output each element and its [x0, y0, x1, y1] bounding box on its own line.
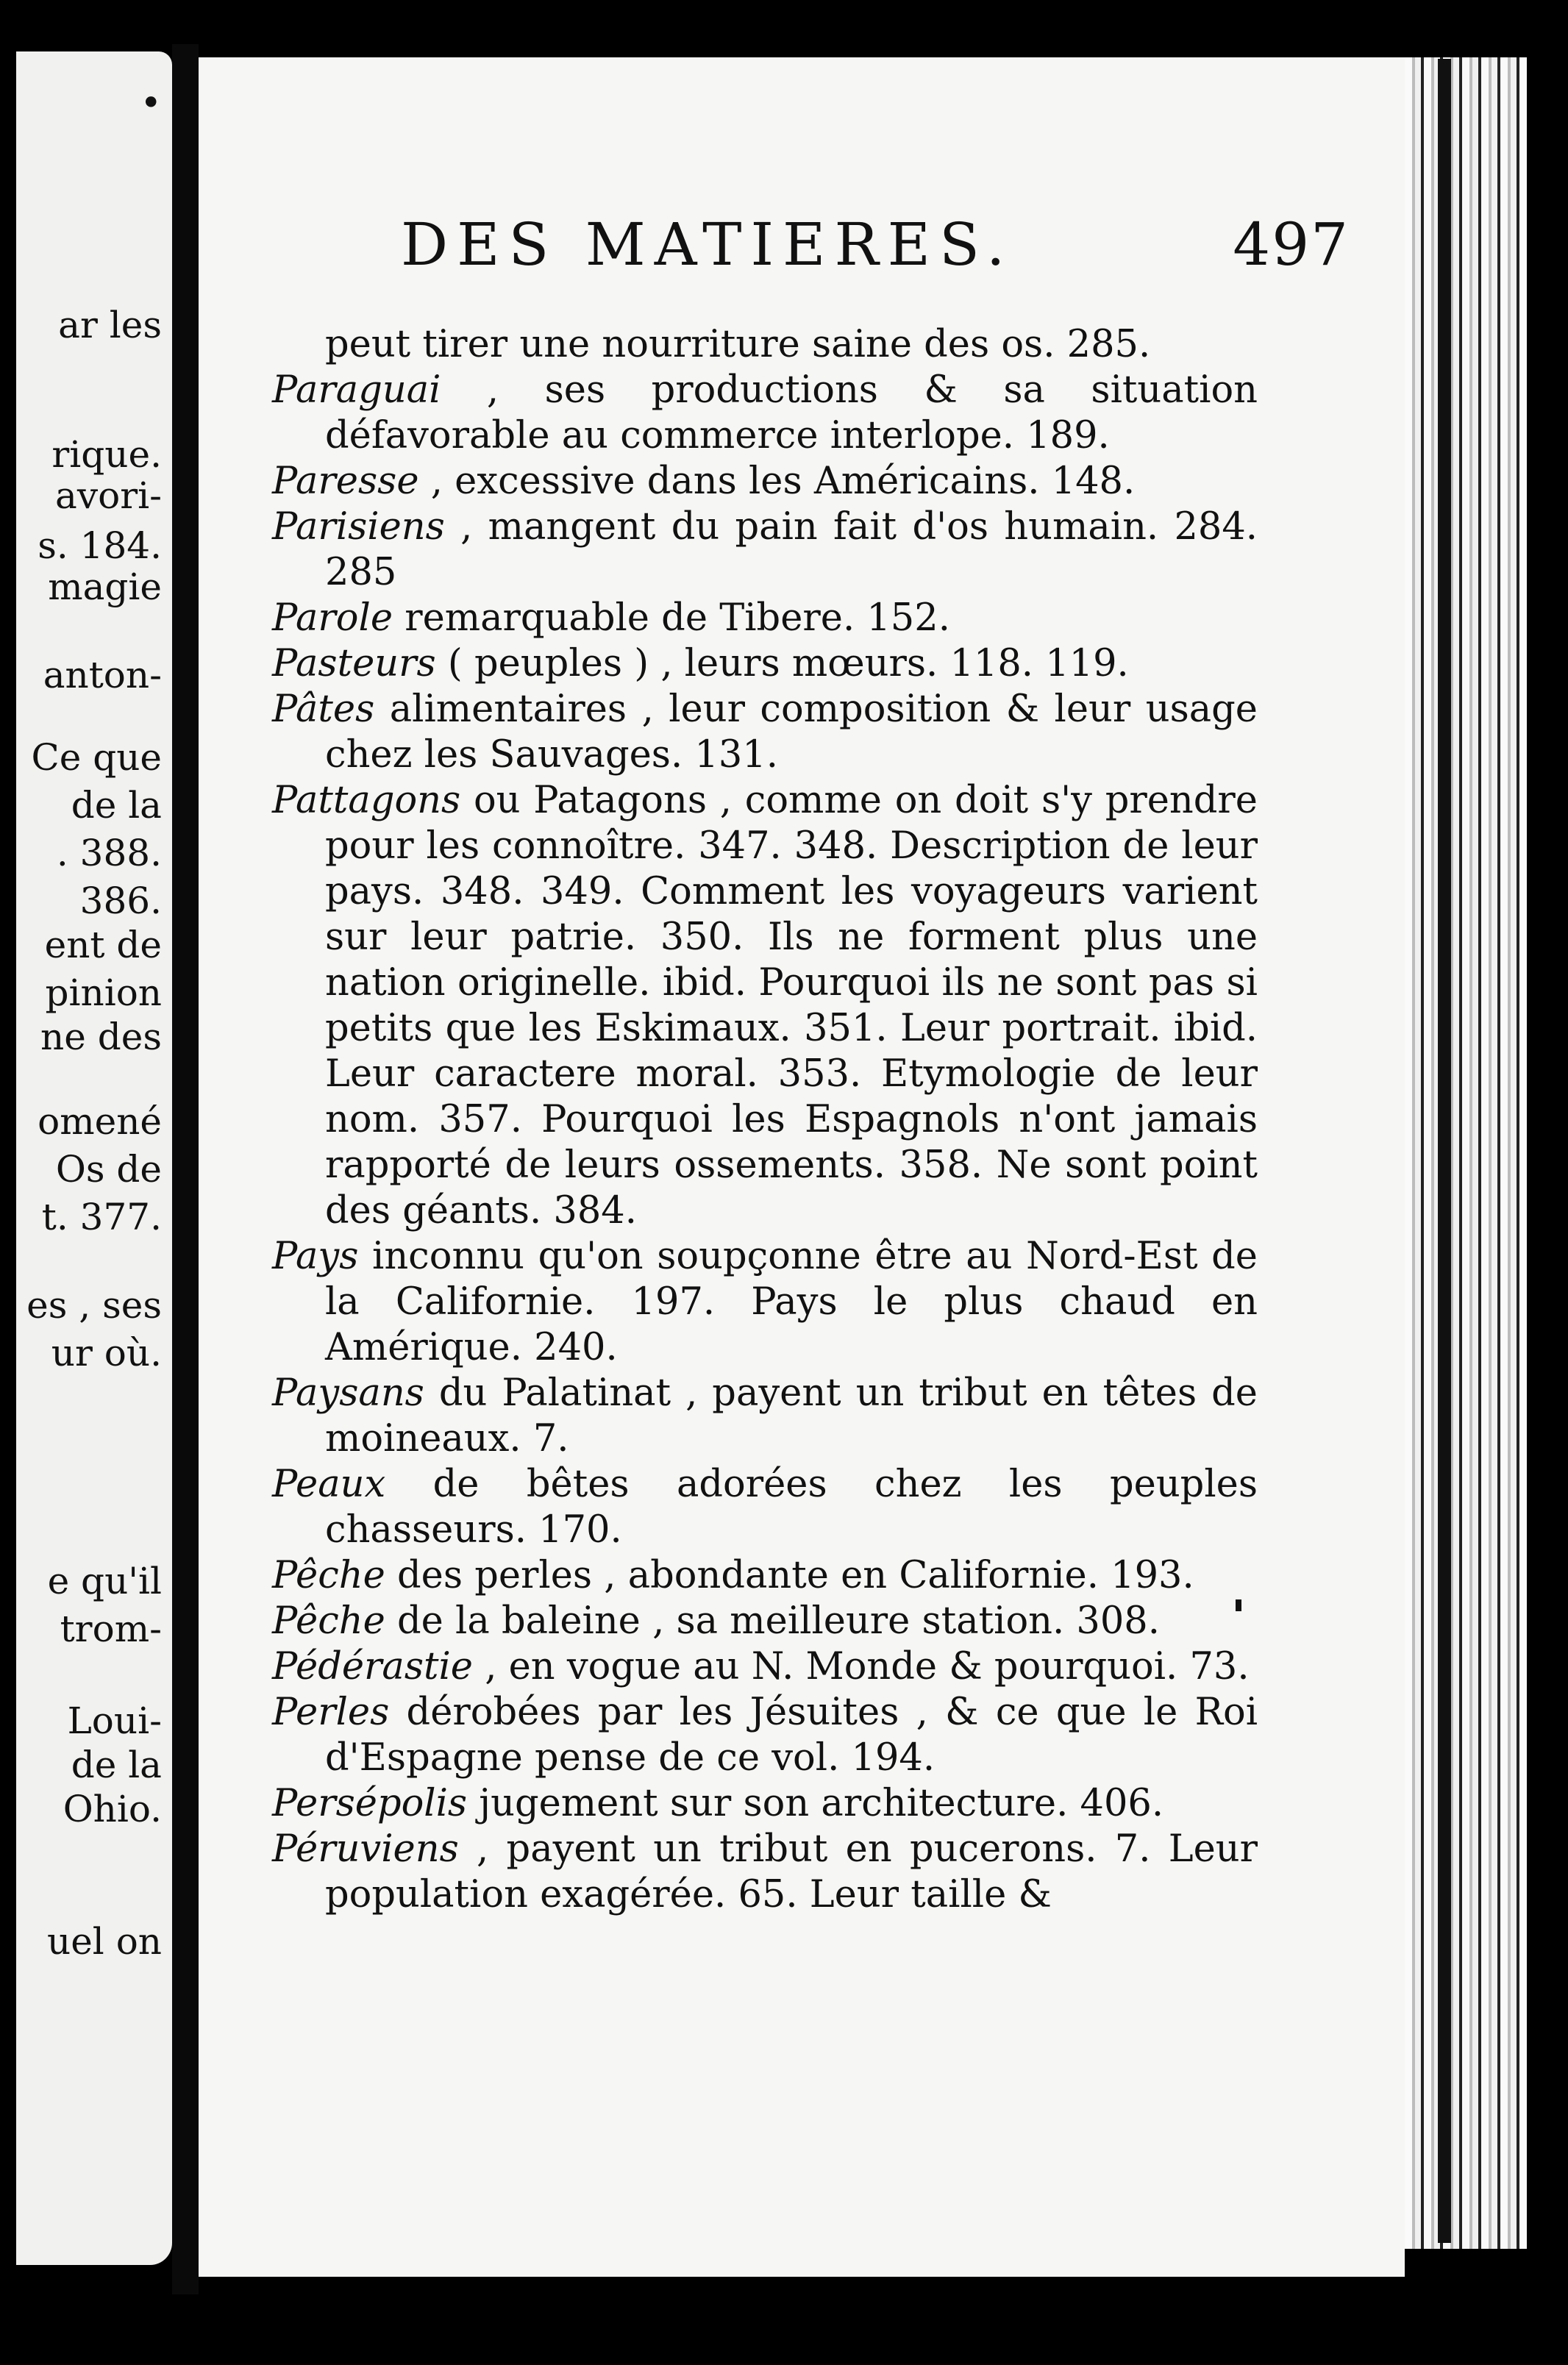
left-page-line: ent de	[44, 924, 162, 966]
left-page-line: pinion	[45, 971, 162, 1014]
left-page-line: t. 377.	[41, 1196, 162, 1238]
index-entry	[272, 368, 1258, 459]
left-page-line: ur où.	[51, 1332, 162, 1374]
entry-text: , en vogue au N. Monde & pourquoi. 73.	[472, 1645, 1250, 1688]
entry-text: ou Patagons , comme on doit s'y prendre pour les connoître. 347. 348. Description de leur pays. 348. 349. Comment les voyageurs varient sur leur patrie. 350. Ils ne forment plus une nation originelle. ibid. Pourquoi ils ne sont pas si petits que les Eskimaux. 351. Leur portrait. ibid. Leur caractere moral. 353. Etymologie de leur nom. 357. Pourquoi les Espagnols n'ont jamais rapporté de leurs ossements. 358. Ne sont point des géants. 384.	[325, 779, 1258, 1233]
entry-headword: Peaux	[272, 1463, 386, 1506]
entry-headword: Pâtes	[272, 688, 375, 731]
entry-text: , excessive dans les Américains. 148.	[418, 460, 1136, 503]
page-edge-shadow	[1438, 59, 1451, 2243]
running-head	[401, 204, 1350, 285]
entry-text: dérobées par les Jésuites , & ce que le Roi d'Espagne pense de ce vol. 194.	[325, 1691, 1258, 1780]
index-entry	[272, 1644, 1258, 1690]
left-page-line: ar les	[58, 304, 162, 346]
left-page-line: omené	[38, 1100, 162, 1143]
left-page-line: s. 184.	[38, 524, 162, 567]
left-page-line: de la	[71, 1744, 162, 1786]
index-entry	[272, 1462, 1258, 1553]
entry-text: , mangent du pain fait d'os humain. 284. 285	[325, 505, 1258, 594]
entry-text: de la baleine , sa meilleure station. 308.	[385, 1599, 1160, 1643]
index-entry	[272, 504, 1258, 596]
left-page-line: Loui-	[67, 1699, 162, 1742]
entry-text: peut tirer une nourriture saine des os. 285.	[325, 323, 1151, 366]
index-entry	[272, 596, 1258, 641]
index-page	[199, 57, 1405, 2277]
left-page-line: Ohio.	[63, 1788, 162, 1830]
left-page-line: Ce que	[31, 736, 162, 779]
index-entry	[272, 1690, 1258, 1781]
left-page-line: de la	[71, 784, 162, 827]
left-page-line: avori-	[55, 474, 162, 517]
left-page-line: 386.	[79, 880, 162, 922]
index-entry	[272, 778, 1258, 1234]
entry-headword: Parisiens	[272, 505, 445, 549]
left-page-line: magie	[48, 566, 162, 608]
index-entry	[272, 1781, 1258, 1827]
left-page-line: Os de	[55, 1148, 162, 1191]
entry-headword: Parole	[272, 596, 393, 640]
left-page-fragment	[16, 51, 172, 2265]
entry-headword: Pasteurs	[272, 642, 436, 685]
entry-text: , ses productions & sa situation défavorable au commerce interlope. 189.	[325, 368, 1258, 457]
entry-text: inconnu qu'on soupçonne être au Nord-Est de la Californie. 197. Pays le plus chaud en Amérique. 240.	[325, 1235, 1258, 1369]
left-page-line: . 388.	[56, 832, 162, 874]
left-page-line: trom-	[60, 1608, 162, 1650]
entry-headword: Pêche	[272, 1599, 385, 1643]
entry-text: du Palatinat , payent un tribut en têtes de moineaux. 7.	[325, 1371, 1258, 1460]
index-entry	[272, 641, 1258, 687]
left-page-line: ne des	[40, 1016, 162, 1058]
index-entry	[272, 1599, 1258, 1644]
book-gutter	[172, 44, 199, 2294]
entry-text: de bêtes adorées chez les peuples chasseurs. 170.	[325, 1463, 1258, 1552]
index-entry	[272, 1234, 1258, 1371]
left-page-line: e qu'il	[47, 1560, 162, 1602]
entry-headword: Péruviens	[272, 1827, 459, 1871]
entry-text: ( peuples ) , leurs mœurs. 118. 119.	[435, 642, 1129, 685]
index-entry	[272, 322, 1258, 368]
index-entry	[272, 1553, 1258, 1599]
entry-headword: Pattagons	[272, 779, 461, 822]
entry-headword: Persépolis	[272, 1782, 468, 1825]
entry-headword: Paresse	[272, 460, 419, 503]
left-page-line: es , ses	[26, 1284, 162, 1327]
entry-text: alimentaires , leur composition & leur usage chez les Sauvages. 131.	[325, 688, 1258, 777]
entry-headword: Pays	[272, 1235, 359, 1278]
page-number: 497	[1233, 210, 1350, 279]
left-page-line: rique.	[51, 433, 162, 476]
left-page-line: •	[140, 82, 162, 124]
entry-headword: Paraguai	[272, 368, 441, 412]
index-entry	[272, 1827, 1258, 1918]
entry-text: remarquable de Tibere. 152.	[393, 596, 950, 640]
ink-speck	[1236, 1599, 1241, 1611]
entry-text: jugement sur son architecture. 406.	[467, 1782, 1164, 1825]
index-entry	[272, 1371, 1258, 1462]
running-head-title: DES MATIERES.	[401, 210, 1014, 279]
index-entry	[272, 687, 1258, 778]
entry-headword: Pédérastie	[272, 1645, 473, 1688]
left-page-line: anton-	[43, 654, 162, 696]
index-entries	[272, 322, 1258, 1918]
entry-headword: Paysans	[272, 1371, 424, 1415]
index-entry	[272, 459, 1258, 504]
left-page-line: uel on	[47, 1920, 162, 1963]
entry-text: , payent un tribut en pucerons. 7. Leur population exagérée. 65. Leur taille &	[325, 1827, 1258, 1916]
entry-text: des perles , abondante en Californie. 193.	[385, 1554, 1194, 1597]
page-edges	[1405, 57, 1527, 2249]
entry-headword: Pêche	[272, 1554, 385, 1597]
entry-headword: Perles	[272, 1691, 390, 1734]
